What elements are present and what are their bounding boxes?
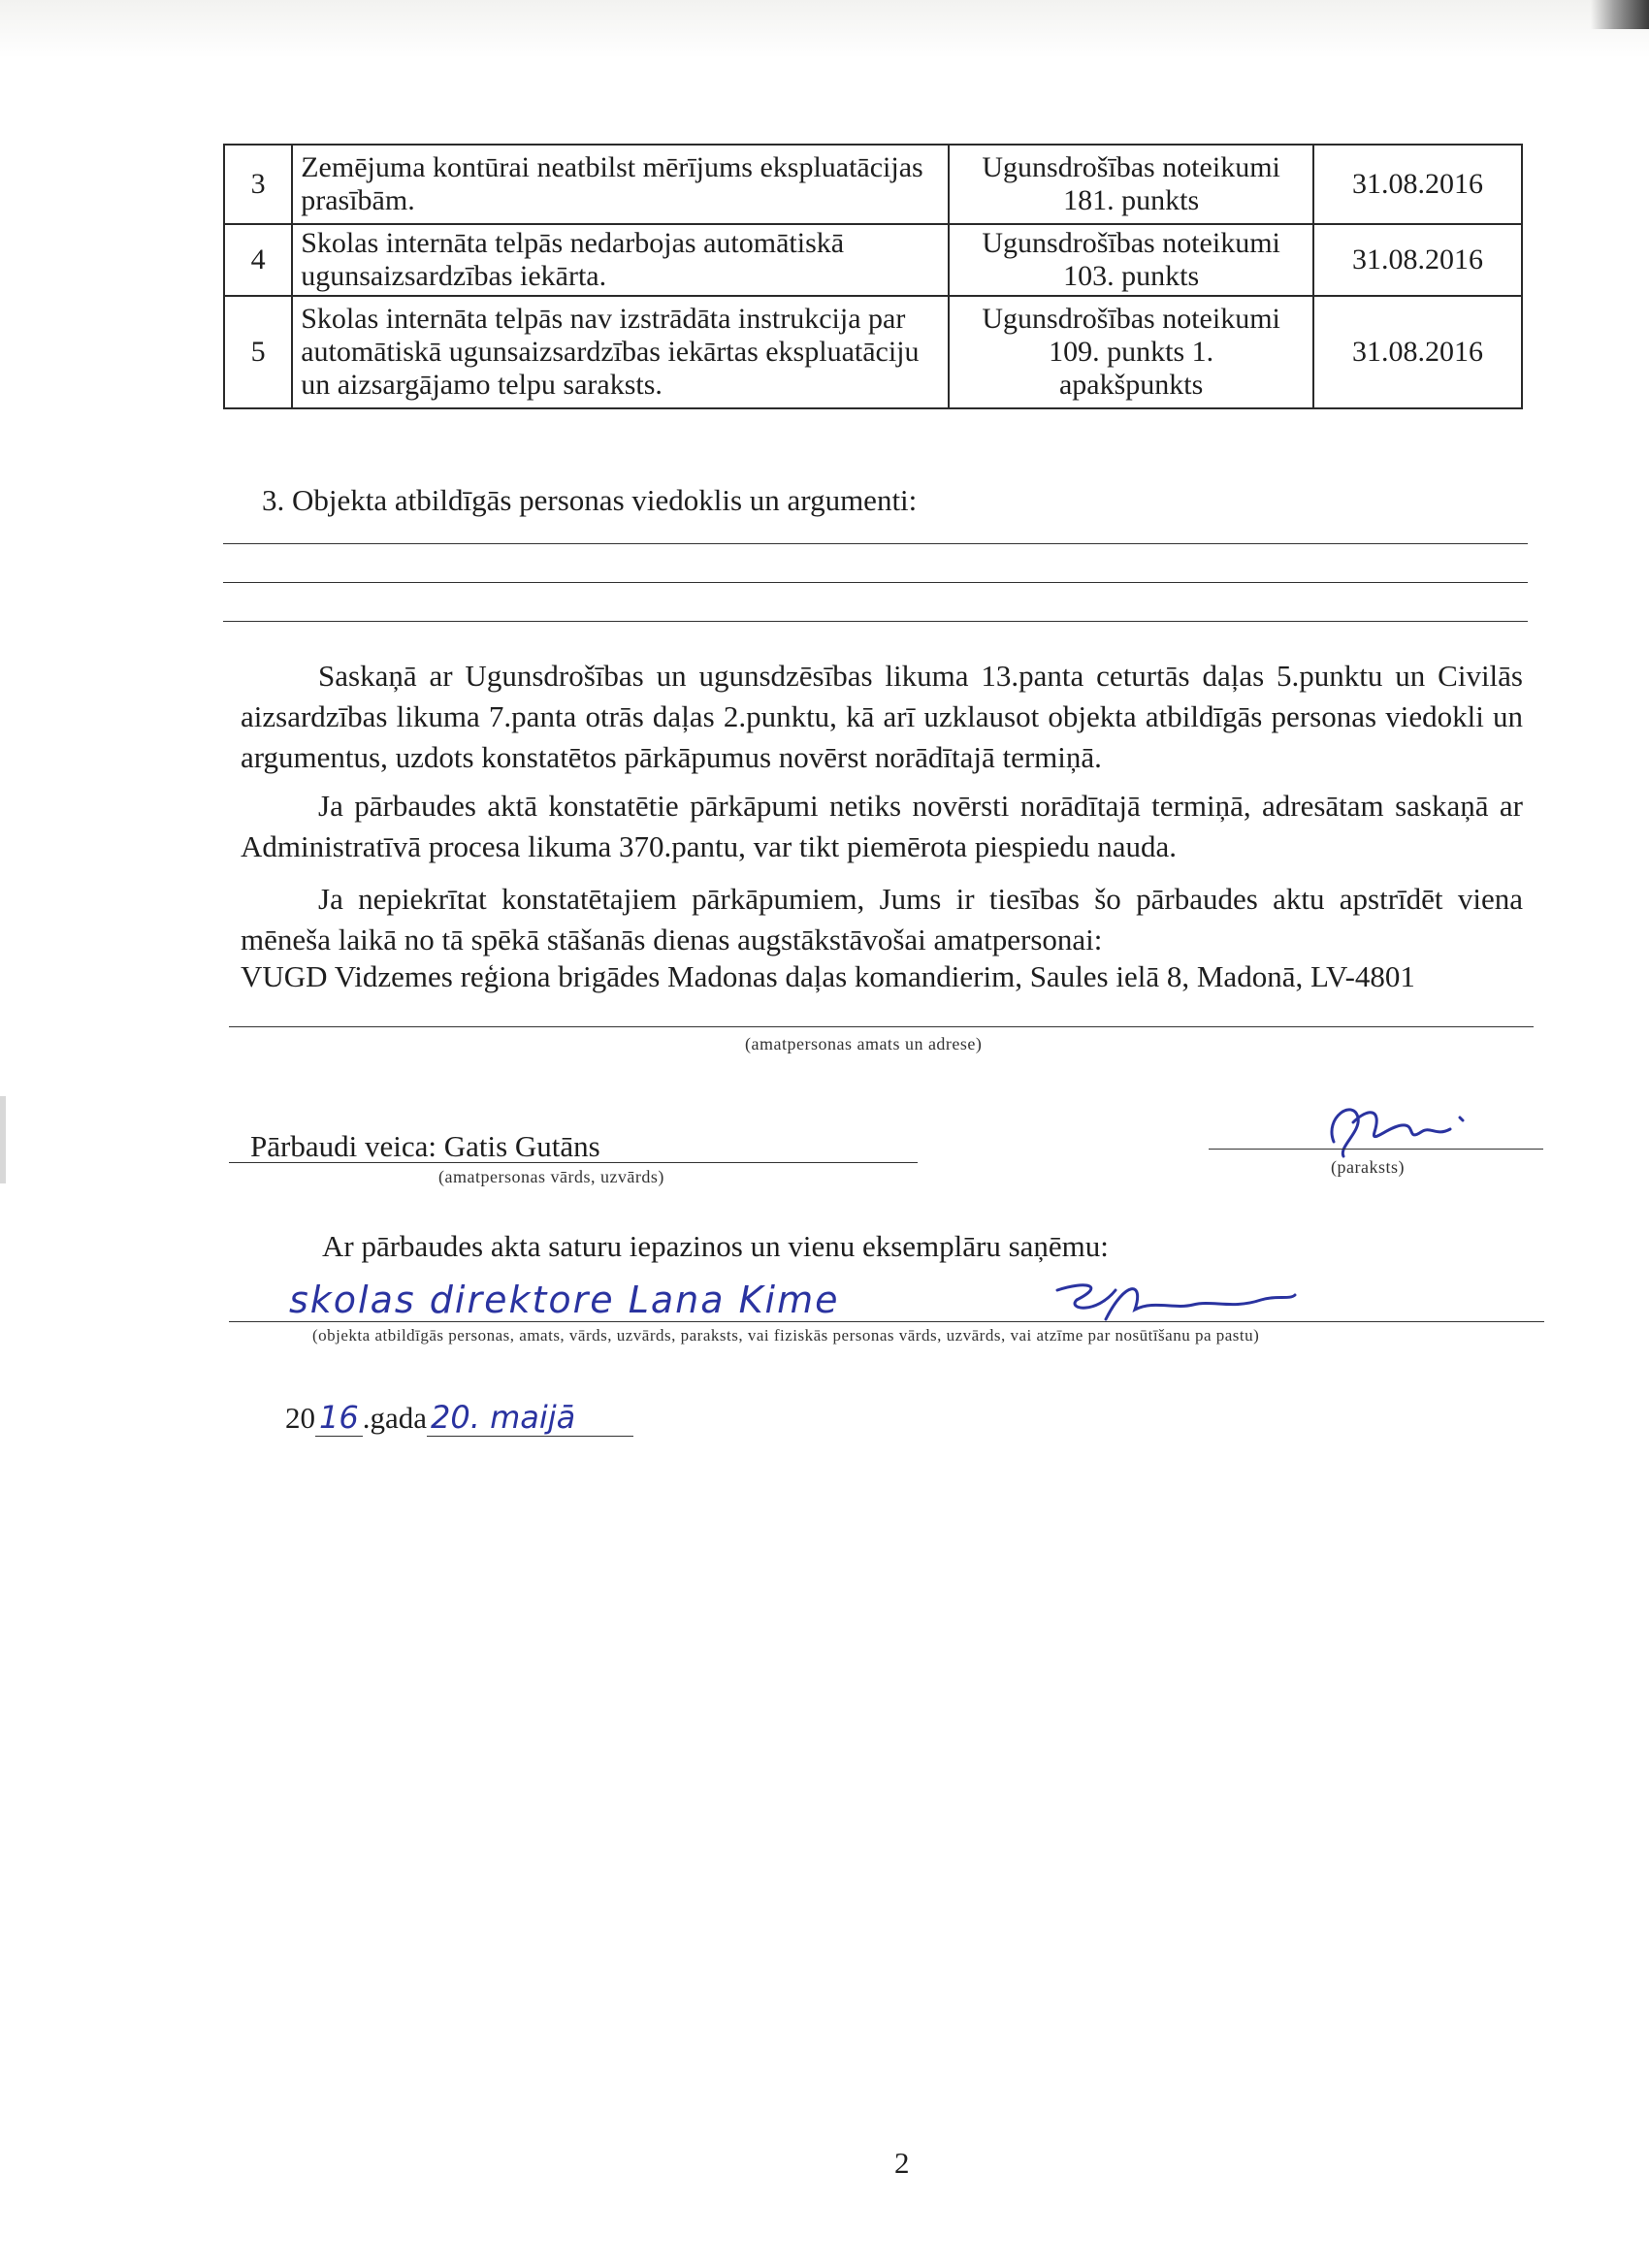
row-number: 3 — [224, 145, 292, 224]
appeal-authority: VUGD Vidzemes reģiona brigādes Madonas daļas komandierim, Saules ielā 8, Madonā, LV-4801 — [241, 959, 1415, 993]
table-row — [224, 296, 1522, 408]
inspector-name-caption: (amatpersonas vārds, uzvārds) — [438, 1167, 664, 1186]
signature-underline — [1209, 1149, 1543, 1150]
blank-answer-line — [223, 582, 1528, 583]
authority-caption: (amatpersonas amats un adrese) — [745, 1034, 983, 1053]
authority-underline — [229, 1026, 1534, 1027]
scan-top-shadow — [0, 0, 1649, 58]
date-prefix: 20 — [285, 1401, 315, 1435]
handwritten-year: 16 — [315, 1399, 363, 1437]
table-row — [224, 145, 1522, 224]
reference-line: 181. punkts — [1063, 184, 1200, 216]
violations-table — [223, 144, 1523, 409]
penalty-paragraph — [241, 786, 1523, 867]
inspector-signature-icon — [1314, 1088, 1489, 1166]
page-number: 2 — [894, 2146, 910, 2180]
paragraph-text: Saskaņā ar Ugunsdrošības un ugunsdzēsības likuma 13.panta ceturtās daļas 5.punktu un Civilās aizsardzības likuma 7.panta otrās daļas 2.punktu, kā arī uzklausot objekta atbildīgās personas viedokli un argumentus, uzdots konstatētos pārkāpumus novērst norādītajā termiņā. — [241, 659, 1523, 774]
reference-line: apakšpunkts — [1058, 369, 1204, 401]
violation-description: Zemējuma kontūrai neatbilst mērījums ekspluatācijas prasībām. — [292, 145, 949, 224]
violation-description: Skolas internāta telpās nav izstrādāta instrukcija par automātiskā ugunsaizsardzības iekārtas ekspluatāciju un aizsargājamo telpu saraksts. — [292, 296, 949, 408]
table-row — [224, 224, 1522, 296]
row-number: 4 — [224, 224, 292, 296]
reference-line: 103. punkts — [1063, 260, 1200, 292]
legal-basis-paragraph — [241, 656, 1523, 778]
paragraph-text: Ja nepiekrītat konstatētajiem pārkāpumiem, Jums ir tiesības šo pārbaudes aktu apstrīdēt viena mēneša laikā no tā spēkā stāšanās dienas augstākstāvošai amatpersonai: — [241, 882, 1523, 956]
reference-line: Ugunsdrošības noteikumi — [982, 303, 1280, 335]
acknowledgement-underline — [229, 1321, 1544, 1322]
recipient-signature-icon — [1048, 1271, 1300, 1329]
handwritten-recipient: skolas direktore Lana Kime — [289, 1279, 840, 1321]
appeal-paragraph — [241, 879, 1523, 960]
violation-description: Skolas internāta telpās nedarbojas automātiskā ugunsaizsardzības iekārta. — [292, 224, 949, 296]
scan-left-mark — [0, 1096, 6, 1183]
signature-caption: (paraksts) — [1331, 1157, 1405, 1177]
inspector-underline — [229, 1162, 918, 1163]
inspector-label: Pārbaudi veica: Gatis Gutāns — [250, 1129, 600, 1163]
signing-date — [285, 1399, 633, 1436]
paragraph-text: Ja pārbaudes aktā konstatētie pārkāpumi netiks novērsti norādītajā termiņā, adresātam saskaņā ar Administratīvā procesa likuma 370.pantu, var tikt piemērota piespiedu nauda. — [241, 789, 1523, 863]
regulation-reference — [949, 145, 1313, 224]
regulation-reference — [949, 296, 1313, 408]
deadline-date: 31.08.2016 — [1313, 296, 1522, 408]
section-3-title: 3. Objekta atbildīgās personas viedoklis un argumenti: — [262, 483, 918, 517]
date-gada: .gada — [362, 1401, 427, 1435]
acknowledgement-caption: (objekta atbildīgās personas, amats, vārds, uzvārds, paraksts, vai fiziskās personas vārds, uzvārds, vai atzīme par nosūtīšanu pa pastu) — [312, 1326, 1260, 1345]
blank-answer-line — [223, 621, 1528, 622]
acknowledgement-text: Ar pārbaudes akta saturu iepazinos un vienu eksemplāru saņēmu: — [322, 1229, 1109, 1263]
reference-line: 109. punkts 1. — [1049, 336, 1214, 368]
deadline-date: 31.08.2016 — [1313, 224, 1522, 296]
reference-line: Ugunsdrošības noteikumi — [982, 227, 1280, 259]
regulation-reference — [949, 224, 1313, 296]
scan-corner-shadow — [1591, 0, 1649, 29]
handwritten-day-month: 20. maijā — [427, 1399, 633, 1437]
reference-line: Ugunsdrošības noteikumi — [982, 151, 1280, 183]
blank-answer-line — [223, 543, 1528, 544]
row-number: 5 — [224, 296, 292, 408]
deadline-date: 31.08.2016 — [1313, 145, 1522, 224]
